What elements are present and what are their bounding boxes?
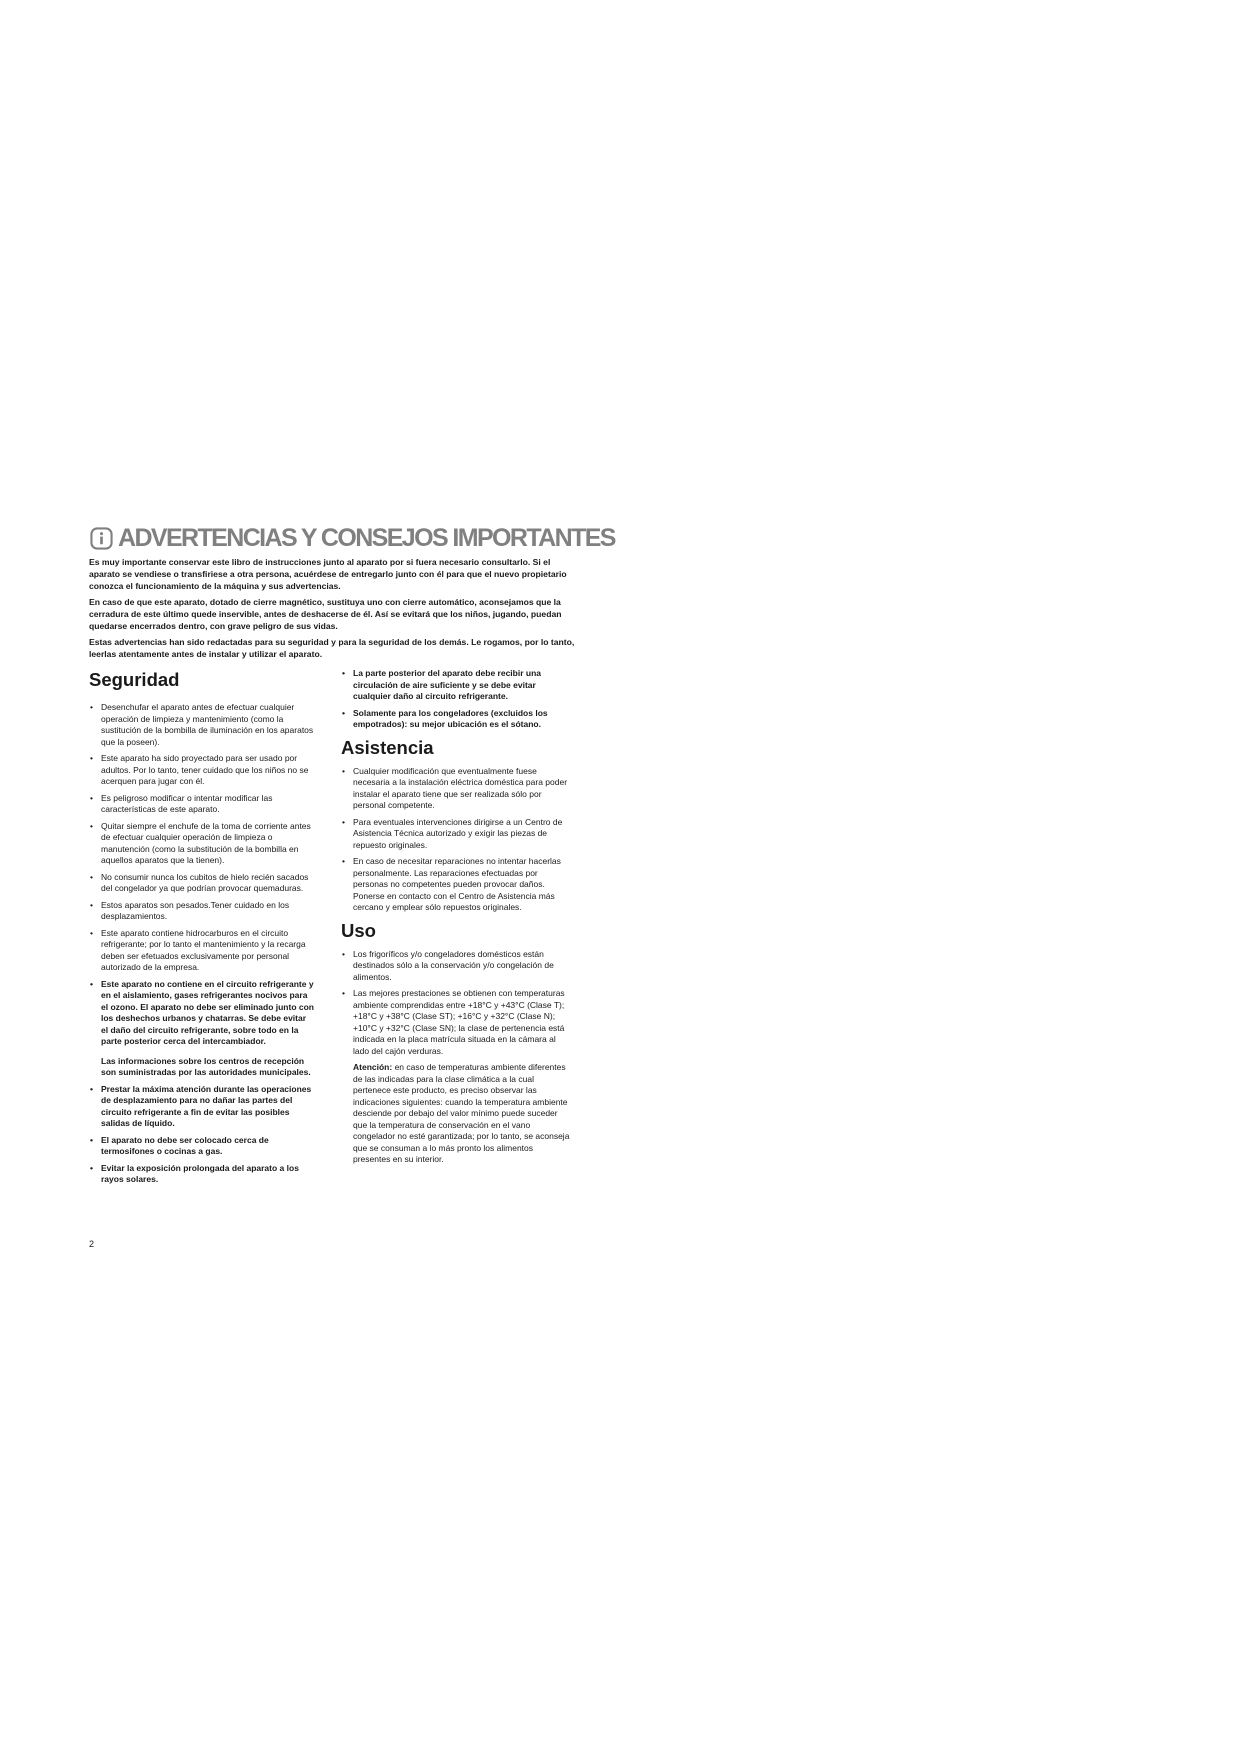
intro-paragraph: Es muy importante conservar este libro de instrucciones junto al aparato por si fuera necesario consultarlo. Si el aparato se vendiese o transfiriese a otra persona, acuérdese de entregarlo junto con él para que el nuevo propietario conozca el funcionamiento de la máquina y sus advertencias. xyxy=(89,557,567,591)
uso-list xyxy=(341,949,571,1166)
section-heading-asistencia: Asistencia xyxy=(341,736,434,758)
list-item: • Para eventuales intervenciones dirigirse a un Centro de Asistencia Técnica autorizado y exigir las piezas de repuesto originales. xyxy=(341,817,571,852)
recycling-note: Las informaciones sobre los centros de recepción son suministradas por las autoridades municipales. xyxy=(101,1055,311,1077)
list-item: • Este aparato contiene hidrocarburos en el circuito refrigerante; por lo tanto el mantenimiento y la recarga deben ser efetuados exclusivamente por personal autorizado de la empresa. xyxy=(89,928,315,974)
attention-text: en caso de temperaturas ambiente diferentes de las indicadas para la clase climática a la cual pertenece este producto, es preciso observar las indicaciones siguientes: cuando la temperatura ambiente desciende por debajo del valor mínimo puede suceder que la temperatura de conservación en el vano congelador no esté garantizada; por lo tanto, se aconseja que se consuman a lo más pronto los alimentos presentes en su interior. xyxy=(353,1062,570,1164)
list-item xyxy=(341,988,571,1166)
list-item: • Cualquier modificación que eventualmente fuese necesaria a la instalación eléctrica doméstica para poder instalar el aparato tiene que ser realizada sólo por personal competente. xyxy=(341,766,571,812)
list-item: • Es peligroso modificar o intentar modificar las características de este aparato. xyxy=(89,793,315,816)
list-item-text: Este aparato no contiene en el circuito refrigerante y en el aislamiento, gases refrigerantes nocivos para el ozono. El aparato no debe ser eliminado junto con los deshechos urbanos y chatarras. Se debe evitar el daño del circuito refrigerante, sobre todo en la parte posterior cerca del intercambiador. xyxy=(101,978,314,1046)
list-item: • No consumir nunca los cubitos de hielo recién sacados del congelador ya que podrían provocar quemaduras. xyxy=(89,872,315,895)
section-heading-uso: Uso xyxy=(341,919,376,941)
section-heading-seguridad: Seguridad xyxy=(89,669,180,690)
intro-section xyxy=(89,556,579,664)
list-item: • Desenchufar el aparato antes de efectuar cualquier operación de limpieza y mantenimiento (como la sustitución de la bombilla de iluminación en los aparatos que la poseen). xyxy=(89,702,315,748)
list-item: • Quitar siempre el enchufe de la toma de corriente antes de efectuar cualquier operación de limpieza o manutención (como la substitución de la bombilla en aquellos aparatos que la tienen). xyxy=(89,821,315,867)
list-item-text: Las mejores prestaciones se obtienen con temperaturas ambiente comprendidas entre +18°C y +43°C (Clase T); +18°C y +38°C (Clase ST); +16°C y +32°C (Clase N); +10°C y +32°C (Clase SN); la clase de pertenencia está indicada en la placa matrícula situada en la cámara al lado del cajón verduras. xyxy=(353,988,565,1056)
list-item: • Prestar la máxima atención durante las operaciones de desplazamiento para no dañar las partes del circuito refrigerante a fin de evitar las posibles salidas de líquido. xyxy=(89,1084,315,1130)
list-item: • La parte posterior del aparato debe recibir una circulación de aire suficiente y se debe evitar cualquier daño al circuito refrigerante. xyxy=(341,668,571,703)
info-icon xyxy=(90,527,113,550)
asistencia-list xyxy=(341,766,571,914)
list-item: • Este aparato ha sido proyectado para ser usado por adultos. Por lo tanto, tener cuidado que los niños no se acerquen para jugar con él. xyxy=(89,753,315,788)
page-title xyxy=(90,522,615,554)
attention-paragraph xyxy=(353,1062,571,1166)
intro-paragraph: En caso de que este aparato, dotado de cierre magnético, sustituya uno con cierre automático, aconsejamos que la cerradura de este último quede inservible, antes de deshacerse de él. Así se evitará que los niños, jugando, puedan quedarse encerrados dentro, con grave peligro de sus vidas. xyxy=(89,597,562,631)
list-item: • Los frigoríficos y/o congeladores domésticos están destinados sólo a la conservación y/o congelación de alimentos. xyxy=(341,949,571,984)
list-item: • El aparato no debe ser colocado cerca de termosifones o cocinas a gas. xyxy=(89,1135,315,1158)
list-item: • Estos aparatos son pesados.Tener cuidado en los desplazamientos. xyxy=(89,900,315,923)
page-number: 2 xyxy=(89,1239,95,1249)
list-item: • Solamente para los congeladores (excluidos los empotrados): su mejor ubicación es el sótano. xyxy=(341,708,571,731)
intro-paragraph: Estas advertencias han sido redactadas para su seguridad y para la seguridad de los demás. Le rogamos, por lo tanto, leerlas atentamente antes de instalar y utilizar el aparato. xyxy=(89,637,575,659)
list-item xyxy=(89,979,315,1079)
list-item: • Evitar la exposición prolongada del aparato a los rayos solares. xyxy=(89,1163,315,1186)
attention-label: Atención: xyxy=(353,1062,393,1072)
right-top-list xyxy=(341,668,571,731)
left-column xyxy=(89,668,315,1191)
right-column xyxy=(341,668,571,1171)
list-item: • En caso de necesitar reparaciones no intentar hacerlas personalmente. Las reparaciones efectuadas por personas no competentes pueden provocar daños. Ponerse en contacto con el Centro de Asistencia más cercano y emplear sólo repuestos originales. xyxy=(341,856,571,914)
title-text: ADVERTENCIAS Y CONSEJOS IMPORTANTES xyxy=(118,524,615,552)
seguridad-list xyxy=(89,702,315,1186)
